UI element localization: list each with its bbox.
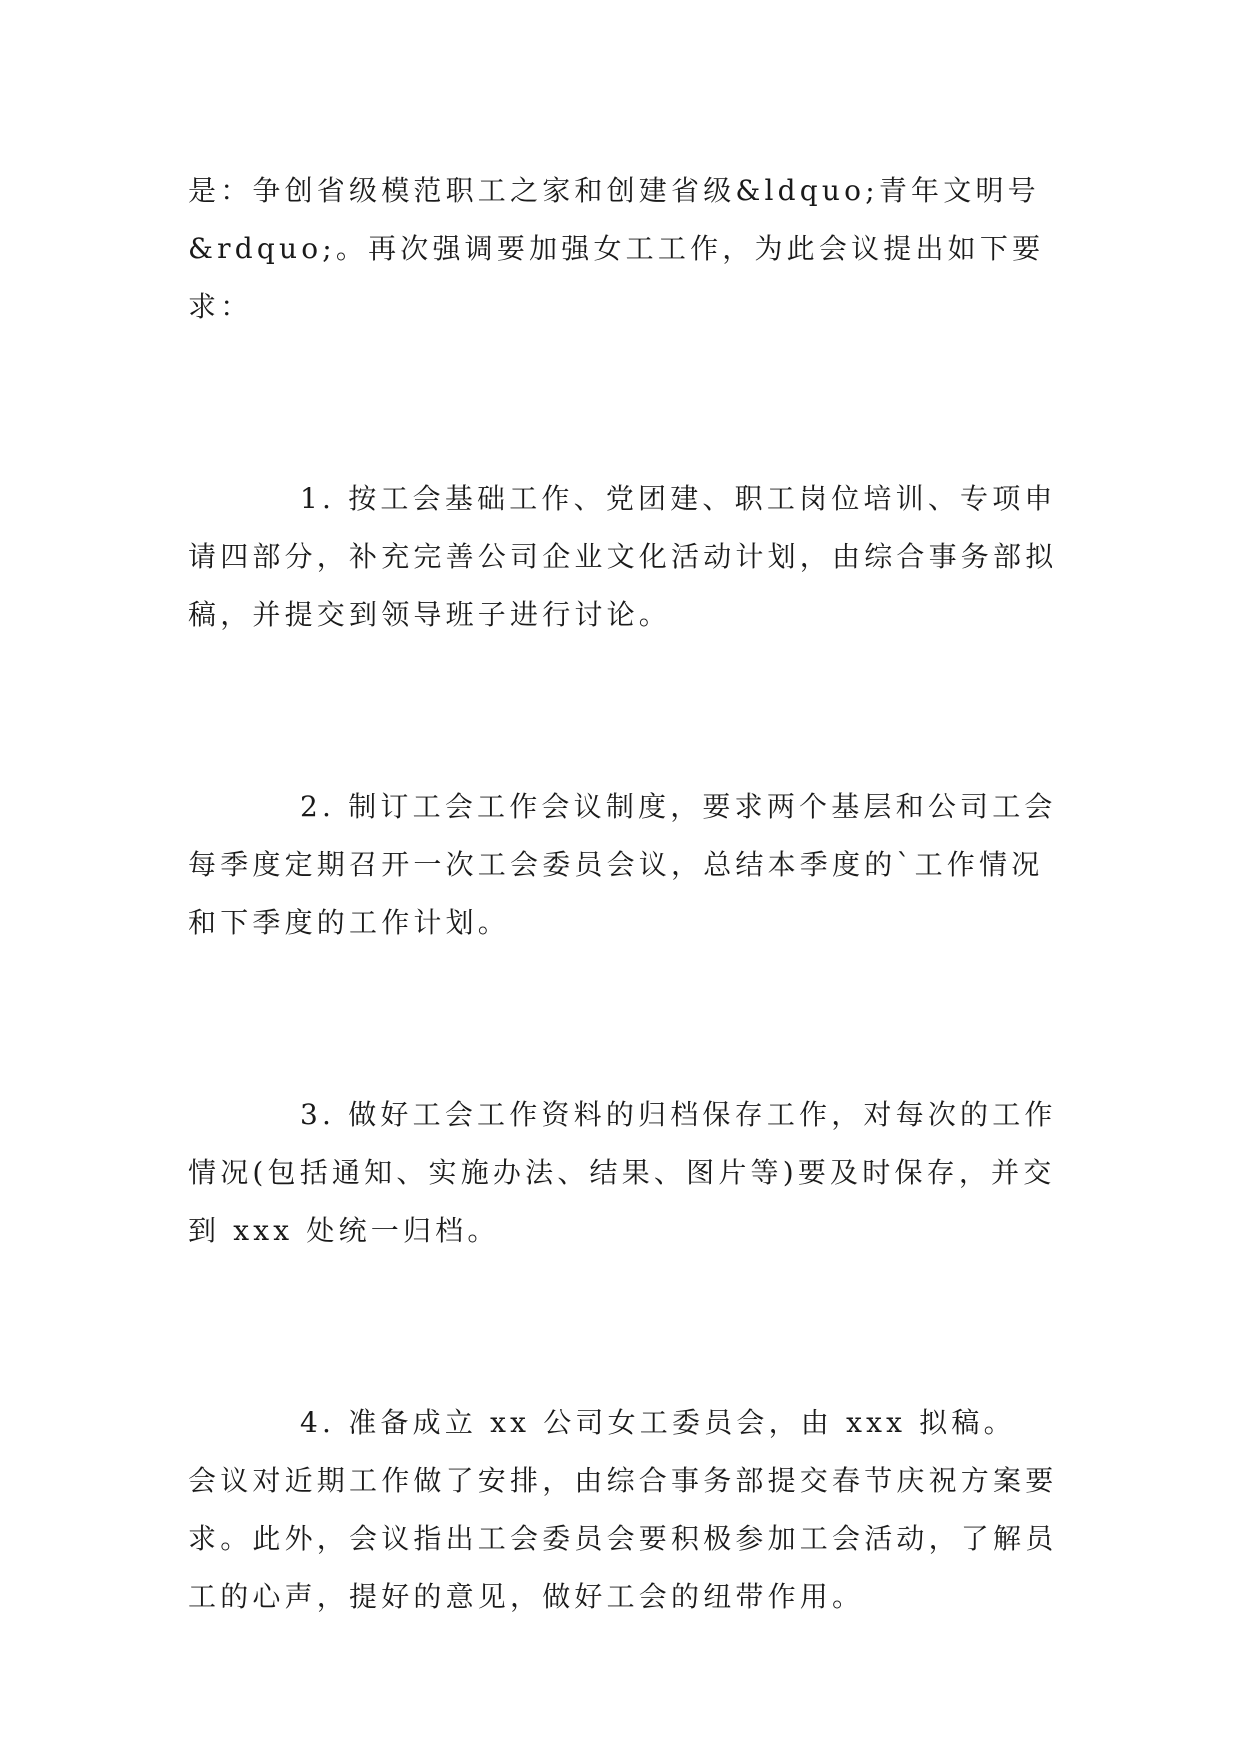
- document-body: [188, 162, 1058, 1626]
- list-item-3-paragraph: 3. 做好工会工作资料的归档保存工作，对每次的工作情况(包括通知、实施办法、结果、图片等)要及时保存，并交到 xxx 处统一归档。: [188, 1098, 1057, 1247]
- list-item-2-paragraph: 2. 制订工会工作会议制度，要求两个基层和公司工会每季度定期召开一次工会委员会议，总结本季度的`工作情况和下季度的工作计划。: [188, 790, 1057, 939]
- list-item-4-paragraph: 4. 准备成立 xx 公司女工委员会，由 xxx 拟稿。 会议对近期工作做了安排，由综合事务部提交春节庆祝方案要求。此外，会议指出工会委员会要积极参加工会活动，了解员工的心声，提好的意见，做好工会的纽带作用。: [188, 1406, 1058, 1613]
- intro-paragraph: 是：争创省级模范职工之家和创建省级&ldquo;青年文明号&rdquo;。再次强调要加强女工工作，为此会议提出如下要求：: [188, 174, 1045, 323]
- list-item-1-paragraph: 1. 按工会基础工作、党团建、职工岗位培训、专项申请四部分，补充完善公司企业文化活动计划，由综合事务部拟稿，并提交到领导班子进行讨论。: [188, 482, 1058, 631]
